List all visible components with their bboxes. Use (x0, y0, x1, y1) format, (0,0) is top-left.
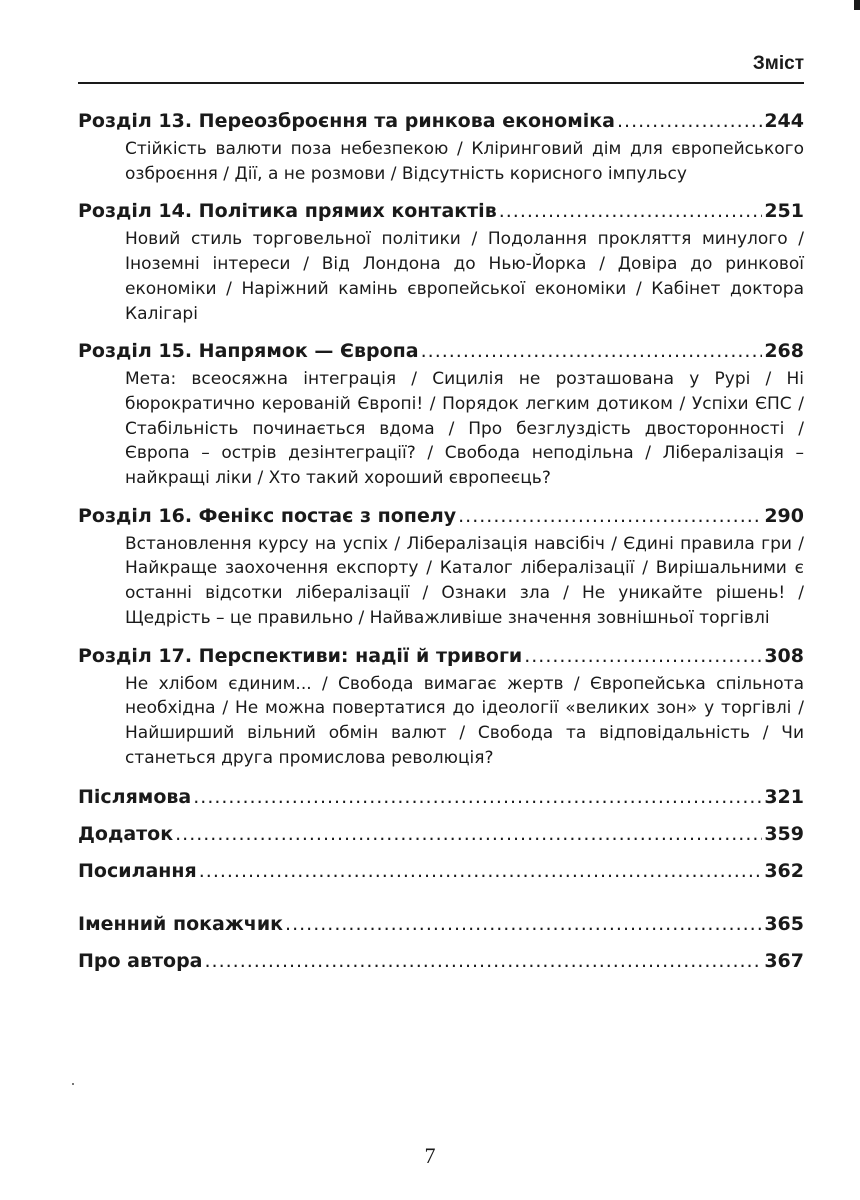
toc-page-number: 244 (764, 110, 804, 132)
toc-entry-title: Про автора (78, 950, 203, 973)
toc-entry-link[interactable] (78, 819, 804, 850)
toc-entry-title: Розділ 14. Політика прямих контактів (78, 200, 497, 223)
toc-entry-link[interactable] (78, 641, 804, 672)
toc-entry-description: Мета: всеосяжна інтеграція / Сицилія не розташована у Рурі / Ні бюрократично керованій Європі! / Порядок легким дотиком / Успіхи ЄПС / Стабільність починається вдома / Про безглуздість двосторонності / Європа – острів дезінтеграції? / Свобода неподільна / Лібералізація – найкращі ліки / Хто такий хороший європеєць? (125, 369, 804, 489)
toc-entry-description: Стійкість валюти поза небезпекою / Кліринговий дім для європейського озброєння / Дії, а не розмови / Відсутність корисного імпульсу (125, 139, 804, 184)
toc-entry-title: Додаток (78, 823, 174, 846)
toc-page-number: 321 (764, 786, 804, 809)
toc-entry-chapter-15 (78, 336, 804, 491)
toc-entry-title: Іменний покажчик (78, 913, 284, 936)
toc-entry-description: Не хлібом єдиним... / Свобода вимагає жертв / Європейська спільнота необхідна / Не можна повертатися до ідеології «великих зон» у торгівлі / Найширший вільний обмін валют / Свобода та відповідальність / Чи станеться друга промислова революція? (125, 673, 804, 768)
dot-leader (199, 856, 763, 887)
toc-entry-title: Розділ 13. Переозброєння та ринкова економіка (78, 110, 615, 132)
toc-entry-description: Новий стиль торговельної політики / Подолання прокляття минулого / Іноземні інтереси / Від Лондона до Нью-Йорка / Довіра до ринкової економіки / Наріжний камінь європейської економіки / Кабінет доктора Калігарі (125, 229, 804, 324)
toc-entry-title: Посилання (78, 860, 197, 883)
toc-entry-link[interactable] (78, 909, 804, 940)
toc-entry-chapter-16 (78, 501, 804, 631)
toc-entry-title: Розділ 15. Напрямок — Європа (78, 340, 419, 363)
toc-entry-title: Розділ 16. Фенікс постає з попелу (78, 504, 457, 527)
toc-entry-afterword (78, 782, 804, 813)
toc-entry-title: Розділ 17. Перспективи: надії й тривоги (78, 644, 523, 667)
toc-entry-link[interactable] (78, 106, 804, 137)
dot-leader (285, 909, 762, 940)
dot-leader (499, 196, 763, 227)
toc-page-number: 251 (764, 200, 804, 223)
toc-page-number: 362 (764, 860, 804, 883)
toc-entry-link[interactable] (78, 856, 804, 887)
corner-scan-mark (854, 0, 860, 10)
toc-entry-chapter-17 (78, 641, 804, 771)
toc-entry-appendix (78, 819, 804, 850)
toc-entry-link[interactable] (78, 501, 804, 532)
toc-page-number: 290 (764, 504, 804, 527)
dot-leader (524, 641, 762, 672)
toc-page-number: 365 (764, 913, 804, 936)
toc-entry-title: Післямова (78, 786, 192, 809)
dot-leader (458, 501, 762, 532)
table-of-contents (78, 106, 804, 977)
toc-entry-link[interactable] (78, 336, 804, 367)
toc-page-number: 367 (764, 950, 804, 973)
toc-entry-link[interactable] (78, 946, 804, 977)
dot-leader (205, 946, 763, 977)
toc-page-number: 359 (764, 823, 804, 846)
toc-page-number: 308 (764, 644, 804, 667)
page-number: 7 (424, 1143, 436, 1168)
toc-entry-references (78, 856, 804, 887)
running-title: Зміст (78, 52, 804, 84)
toc-entry-description: Встановлення курсу на успіх / Лібералізація навсібіч / Єдині правила гри / Найкраще заохочення експорту / Каталог лібералізації / Вирішальними є останні відсотки лібералізації / Ознаки зла / Не уникайте рішень! / Щедрість – це правильно / Найважливіше значення зовнішньої торгівлі (125, 533, 804, 628)
toc-page-number: 268 (764, 340, 804, 363)
toc-entry-name-index (78, 909, 804, 940)
dot-leader (175, 819, 762, 850)
scan-speck (72, 1083, 74, 1085)
toc-entry-about-author (78, 946, 804, 977)
toc-entry-link[interactable] (78, 782, 804, 813)
toc-entry-chapter-13 (78, 106, 804, 186)
toc-entry-chapter-14 (78, 196, 804, 326)
dot-leader (193, 782, 762, 813)
dot-leader (617, 106, 762, 137)
toc-entry-link[interactable] (78, 196, 804, 227)
dot-leader (421, 336, 763, 367)
